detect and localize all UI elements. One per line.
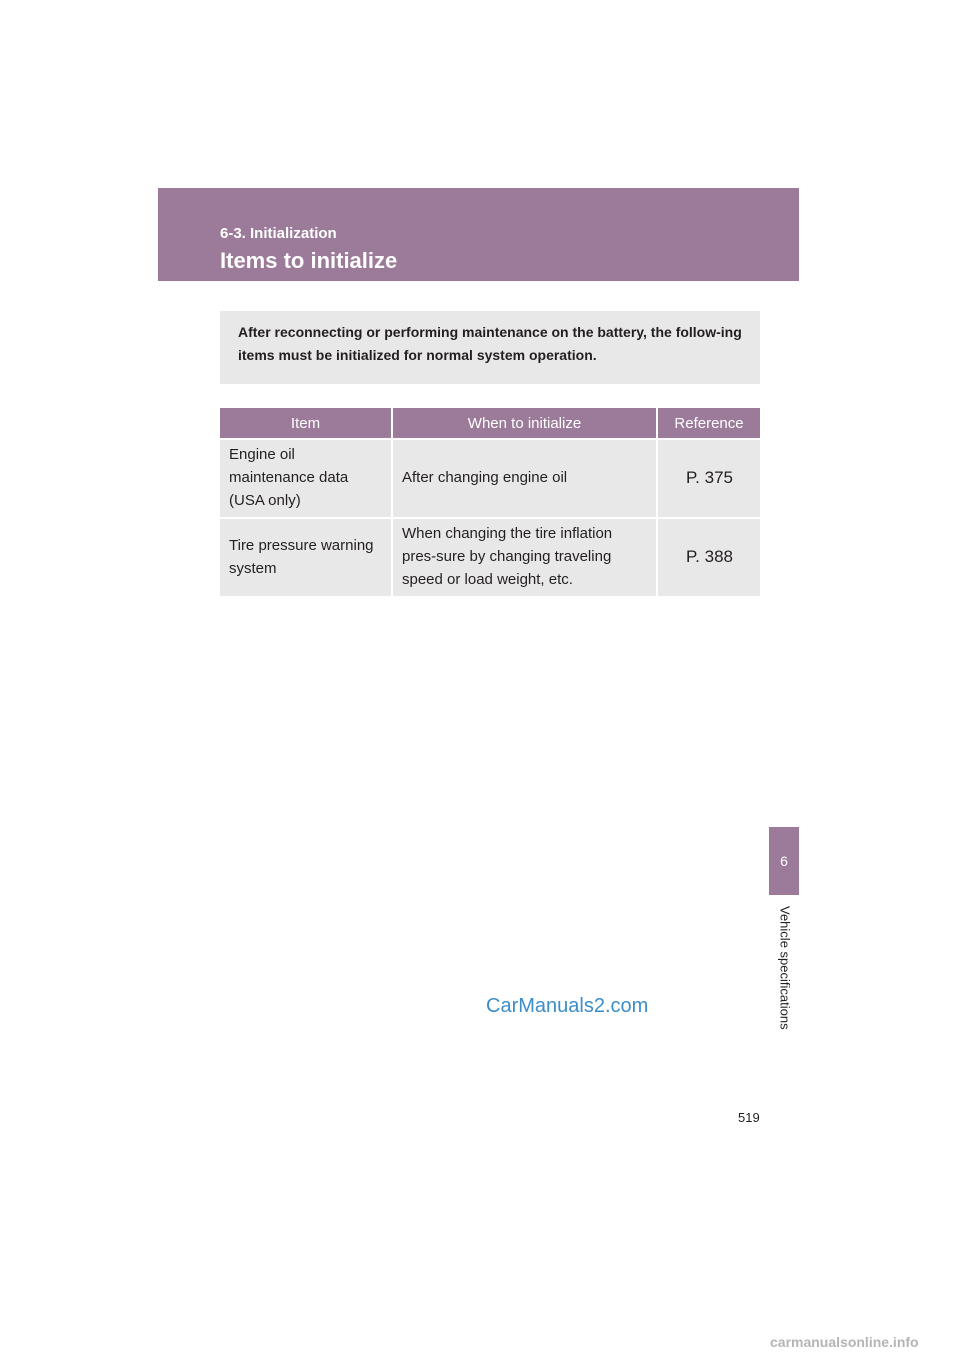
chapter-side-label: Vehicle specifications [777,906,793,1030]
cell-when: When changing the tire inflation pres-sure by changing traveling speed or load weight, etc. [392,518,657,596]
column-header-when: When to initialize [392,408,657,439]
section-label: 6-3. Initialization [220,225,337,242]
table-header-row [220,408,760,439]
cell-when: After changing engine oil [392,439,657,518]
intro-box [220,311,760,384]
watermark: CarManuals2.com [486,995,649,1017]
column-header-item: Item [220,408,392,439]
page-title: Items to initialize [220,248,398,273]
chapter-tab[interactable] [769,827,799,895]
table-row [220,439,760,518]
cell-reference-link[interactable]: P. 388 [657,518,760,596]
cell-item: Tire pressure warning system [220,518,392,596]
chapter-number: 6 [780,853,788,869]
initialization-table [220,408,760,596]
page-number: 519 [738,1110,760,1125]
header-band [158,188,799,281]
footer-watermark: carmanualsonline.info [770,1334,919,1350]
cell-reference-link[interactable]: P. 375 [657,439,760,518]
table-row [220,518,760,596]
cell-item: Engine oil maintenance data (USA only) [220,439,392,518]
intro-text: After reconnecting or performing maintenance on the battery, the follow-ing items must be initialized for normal system operation. [238,324,742,363]
column-header-reference: Reference [657,408,760,439]
